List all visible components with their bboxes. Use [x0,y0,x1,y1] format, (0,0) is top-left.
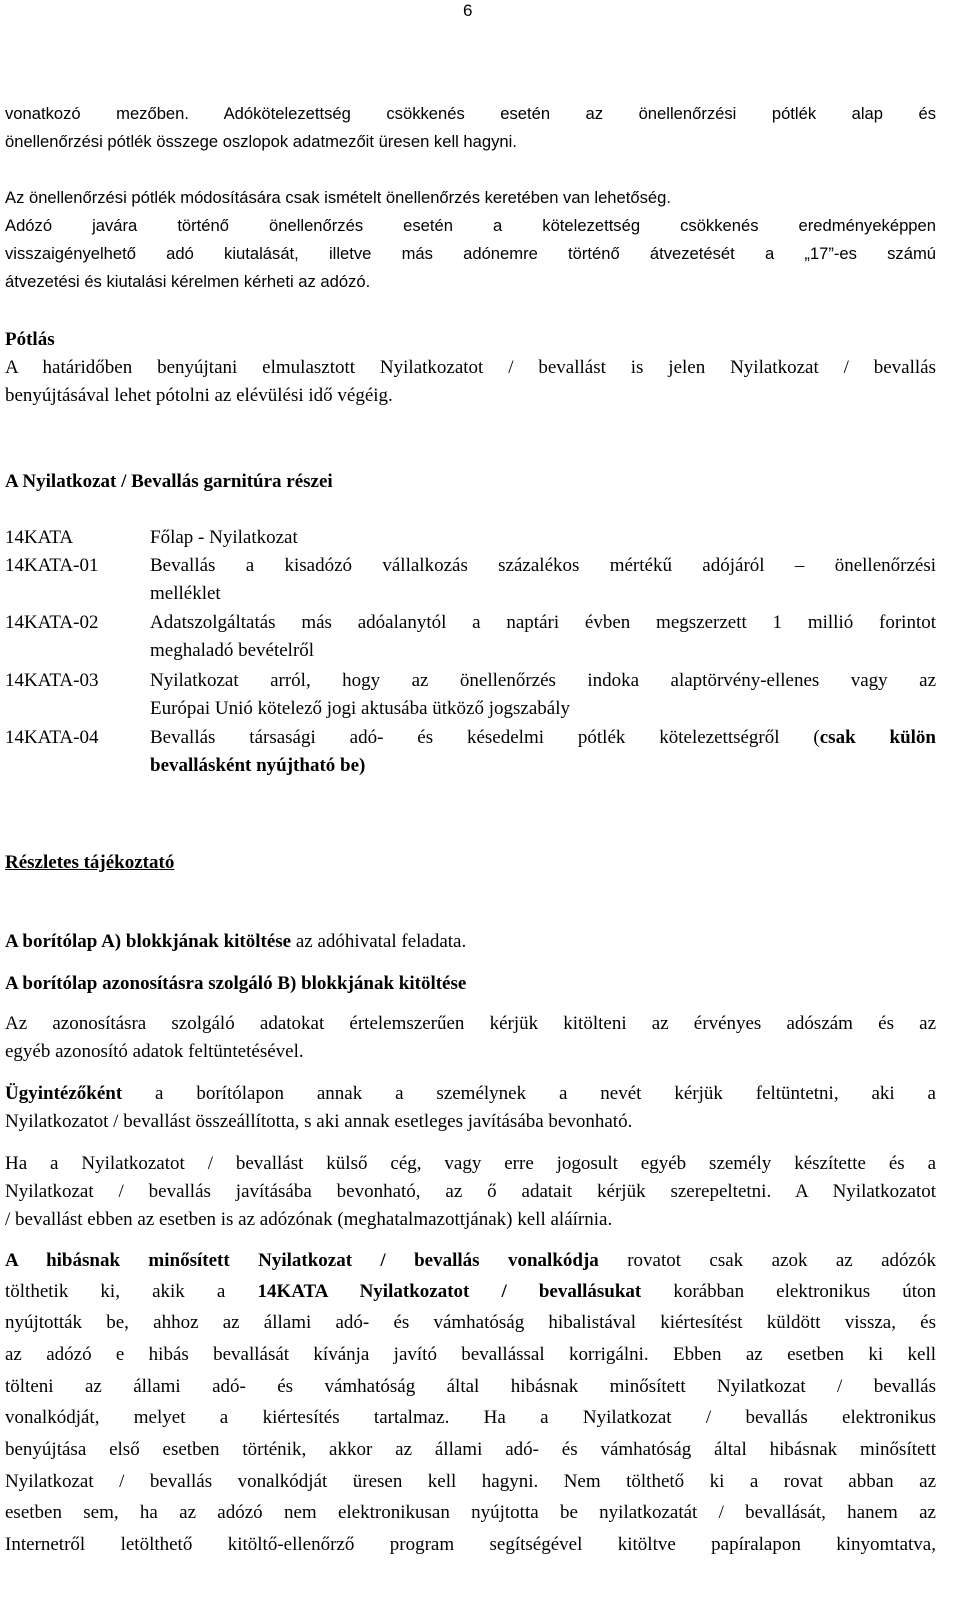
form-description: Bevallás a kisadózó vállalkozás százalékos mértékű adójáról – önellenőrzési [150,555,936,576]
paragraph-line: átvezetési és kiutalási kérelmen kérheti az adózó. [5,272,371,291]
hibas-text: tölthetik ki, akik a [5,1281,258,1302]
form-code: 14KATA-01 [5,555,99,576]
ugyintezo-bold: Ügyintézőként [5,1083,123,1104]
paragraph-line: Az azonosításra szolgáló adatokat értelemszerűen kérjük kitölteni az érvényes adószám és az [5,1013,936,1034]
form-description-text: Bevallás társasági adó- és késedelmi pótlék kötelezettségről ( [150,727,820,748]
a-blokk-bold: A borítólap A) blokkjának kitöltése [5,931,292,952]
garnitura-heading-text: A Nyilatkozat / Bevallás garnitúra részei [5,471,333,492]
form-description-cont [150,755,936,777]
reszletes-heading-text: Részletes tájékoztató [5,852,175,873]
form-description: Nyilatkozat arról, hogy az önellenőrzés indoka alaptörvény-ellenes vagy az [150,670,936,691]
paragraph-line: önellenőrzési pótlék összege oszlopok adatmezőit üresen kell hagyni. [5,132,517,151]
a-blokk-line [5,931,936,953]
hibas-text: korábban elektronikus úton [641,1281,936,1302]
b-blokk-heading [5,973,936,995]
form-description-cont: melléklet [150,583,221,604]
paragraph-line: Internetről letölthető kitöltő-ellenőrző program segítségével kitöltve papíralapon kinyomtatva, [5,1534,936,1555]
potlas-heading-text: Pótlás [5,329,55,350]
paragraph-line: / bevallást ebben az esetben is az adózónak (meghatalmazottjának) kell aláírnia. [5,1209,613,1230]
paragraph-line: egyéb azonosító adatok feltüntetésével. [5,1041,304,1062]
paragraph-line: Nyilatkozatot / bevallást összeállította, s aki annak esetleges javításába bevonható. [5,1111,633,1132]
paragraph-line [5,1281,936,1303]
paragraph-line: esetben sem, ha az adózó nem elektronikusan nyújtotta be nyilatkozatát / bevallását, hanem az [5,1502,936,1523]
potlas-heading [5,329,936,351]
paragraph-line: Ha a Nyilatkozatot / bevallást külső cég, vagy erre jogosult egyéb személy készítette és a [5,1153,936,1174]
paragraph-line [5,1083,936,1105]
hibas-bold: A hibásnak minősített Nyilatkozat / bevallás vonalkódja [5,1250,599,1271]
page-number: 6 [463,1,473,20]
paragraph-line: benyújtásával lehet pótolni az elévülési idő végéig. [5,385,393,406]
hibas-bold: 14KATA Nyilatkozatot / bevallásukat [257,1281,642,1302]
paragraph-line: vonatkozó mezőben. Adókötelezettség csökkenés esetén az önellenőrzési pótlék alap és [5,104,936,123]
form-description-cont: meghaladó bevételről [150,640,315,661]
ugyintezo-text: a borítólapon annak a személynek a nevét kérjük feltüntetni, aki a [122,1083,936,1104]
form-code: 14KATA-04 [5,727,99,748]
form-description-bold: bevallásként nyújtható be) [150,755,366,776]
reszletes-heading [5,852,936,874]
paragraph-line: visszaigényelhető adó kiutalását, illetve más adónemre történő átvezetését a „17”-es számú [5,244,936,263]
form-code: 14KATA-03 [5,670,99,691]
paragraph-line: Nyilatkozat / bevallás javításába bevonható, az ő adatait kérjük szerepeltetni. A Nyilatkozatot [5,1181,936,1202]
form-description-bold: csak külön [819,727,936,748]
paragraph-line: nyújtották be, ahhoz az állami adó- és vámhatóság hibalistával kiértesítést küldött vissza, és [5,1312,936,1333]
a-blokk-rest: az adóhivatal feladata. [291,931,467,952]
paragraph-line [5,1250,936,1272]
garnitura-heading [5,471,936,493]
hibas-text: rovatot csak azok az adózók [598,1250,936,1271]
form-description: Főlap - Nyilatkozat [150,527,298,548]
paragraph-line: Adózó javára történő önellenőrzés esetén a kötelezettség csökkenés eredményeképpen [5,216,936,235]
form-description: Adatszolgáltatás más adóalanytól a naptári évben megszerzett 1 millió forintot [150,612,936,633]
paragraph-line: az adózó e hibás bevallását kívánja javító bevallással korrigálni. Ebben az esetben ki kell [5,1344,936,1365]
paragraph-line: tölteni az állami adó- és vámhatóság által hibásnak minősített Nyilatkozat / bevallás [5,1376,936,1397]
paragraph-line: Nyilatkozat / bevallás vonalkódját üresen kell hagyni. Nem tölthető ki a rovat abban az [5,1471,936,1492]
form-code: 14KATA-02 [5,612,99,633]
paragraph-line: A határidőben benyújtani elmulasztott Nyilatkozatot / bevallást is jelen Nyilatkozat / bevallás [5,357,936,378]
form-description [150,727,936,749]
b-blokk-heading-text: A borítólap azonosításra szolgáló B) blokkjának kitöltése [5,973,467,994]
paragraph-line: benyújtása első esetben történik, akkor az állami adó- és vámhatóság által hibásnak minősített [5,1439,936,1460]
paragraph-line: vonalkódját, melyet a kiértesítés tartalmaz. Ha a Nyilatkozat / bevallás elektronikus [5,1407,936,1428]
form-code: 14KATA [5,527,74,548]
form-description-cont: Európai Unió kötelező jogi aktusába ütköző jogszabály [150,698,570,719]
paragraph-line: Az önellenőrzési pótlék módosítására csak ismételt önellenőrzés keretében van lehetőség. [5,188,671,207]
